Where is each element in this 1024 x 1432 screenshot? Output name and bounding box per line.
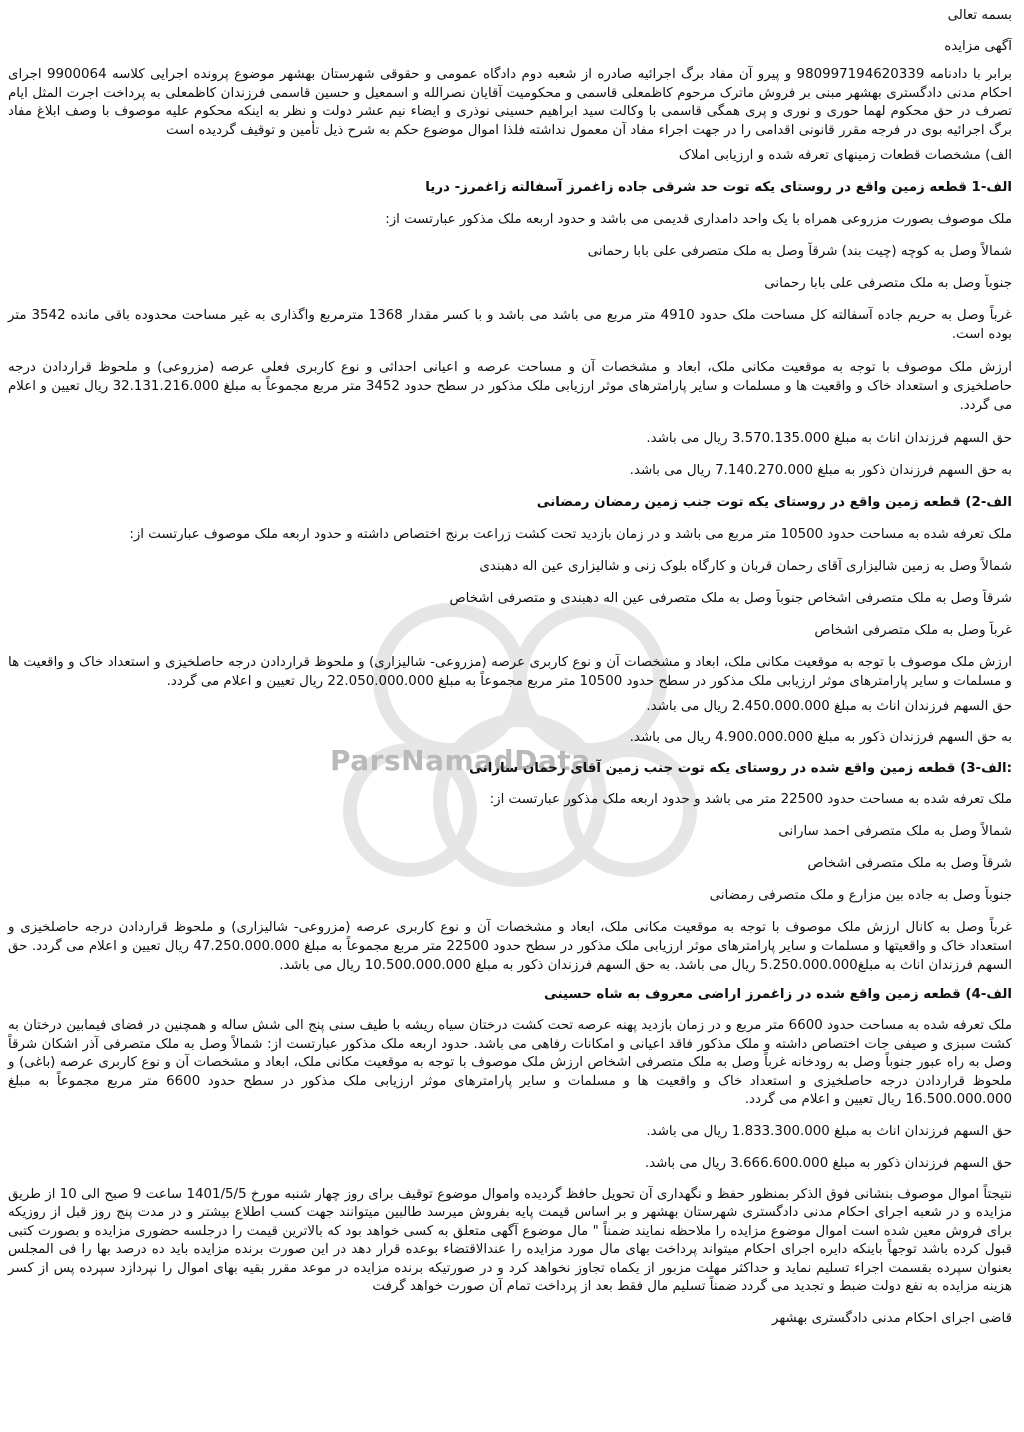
item1-share-male: به حق السهم فرزندان ذکور به مبلغ 7.140.270.000 ریال می باشد.	[629, 463, 1012, 478]
item1-north-east: شمالاً وصل به کوچه (چیت بند) شرقاً وصل به ملک متصرفی علی بابا رحمانی	[587, 244, 1012, 259]
item3-south: جنوباً وصل به جاده بین مزارع و ملک متصرفی رمضانی	[709, 888, 1012, 903]
item4-description: ملک تعرفه شده به مساحت حدود 6600 متر مربع و در زمان بازدید پهنه عرصه تحت کشت درختان سیاه ریشه با طیف سنی پنج الی شش ساله و همچنین در فضای فیمابین درختان به کشت سبزی و صیفی جات اختصاص داشته و ملک مذکور فاقد اعیانی و امکانات رفاهی می باشد. حدود اربعه ملک مذکور عبارتست از: شمالاً وصل به ملک متصرفی آذر اشکان شرقاً وصل به راه عبور جنوباً وصل به رودخانه غرباً وصل به ملک متصرفی اشخاص ارزش ملک موصوف با توجه به موقعیت مکانی ملک، ابعاد و مشخصات آن و نوع کاربری عرصه (باغی) و ملحوظ قراردادن درجه حاصلخیزی و استعداد خاک و واقعیت ها و مسلمات و سایر پارامترهای موثر ارزیابی ملک مذکور در سطح حدود 6600 متر مربع مجموعاً به مبلغ 16.500.000.000 ریال تعیین و اعلام می گردد.	[8, 1018, 1012, 1107]
item4-share-male: حق السهم فرزندان ذکور به مبلغ 3.666.600.000 ریال می باشد.	[644, 1155, 1012, 1171]
item1-share-female: حق السهم فرزندان اناث به مبلغ 3.570.135.000 ریال می باشد.	[646, 431, 1012, 446]
item3-description: ملک تعرفه شده به مساحت حدود 22500 متر می باشد و حدود اربعه ملک مذکور عبارتست از:	[489, 792, 1012, 807]
item4-share-female: حق السهم فرزندان اناث به مبلغ 1.833.300.000 ریال می باشد.	[646, 1123, 1012, 1139]
item2-heading: الف-2) قطعه زمین واقع در روستای یکه توت جنب زمین رمضان رمضانی	[536, 495, 1012, 510]
bismillah: بسمه تعالی	[947, 8, 1012, 23]
item2-share-male: به حق السهم فرزندان ذکور به مبلغ 4.900.000.000 ریال می باشد.	[629, 730, 1012, 745]
item2-west: غرباً وصل به ملک متصرفی اشخاص	[814, 623, 1012, 638]
item1-south: جنوباً وصل به ملک متصرفی علی بابا رحمانی	[764, 276, 1012, 291]
item3-heading: :الف-3) قطعه زمین واقع شده در روستای یکه توت جنب زمین آقای رحمان سارانی	[469, 761, 1012, 776]
item2-description: ملک تعرفه شده به مساحت حدود 10500 متر مربع می باشد و در زمان بازدید تحت کشت زراعت برنج اختصاص داشته و حدود اربعه ملک موصوف عبارتست از:	[129, 527, 1012, 542]
item3-valuation: غرباً وصل به کانال ارزش ملک موصوف با توجه به موقعیت مکانی ملک، ابعاد و مشخصات آن و نوع کاربری عرصه (مزروعی- شالیزاری) و ملحوظ قراردادن درجه حاصلخیزی و استعداد خاک و واقعیتها و مسلمات و سایر پارامترهای موثر ارزیابی ملک مذکور در سطح حدود 22500 متر مربع مجموعاً به مبلغ 47.250.000.000 ریال تعیین و اعلام می گردد. حق السهم فرزندان اناث به مبلغ5.250.000.000 ریال می باشد. به حق السهم فرزندان ذکور به مبلغ 10.500.000.000 ریال می باشد.	[8, 920, 1012, 973]
item2-east-south: شرقاً وصل به ملک متصرفی اشخاص جنوباً وصل به ملک متصرفی عین اله دهبندی و متصرفی اشخاص	[449, 591, 1012, 606]
item1-heading: الف-1 قطعه زمین واقع در روستای یکه توت حد شرقی جاده زاغمرز آسفالته زاغمرز- دریا	[425, 180, 1012, 195]
item2-share-female: حق السهم فرزندان اناث به مبلغ 2.450.000.000 ریال می باشد.	[646, 699, 1012, 714]
intro-paragraph: برابر با دادنامه 980997194620339 و پیرو آن مفاد برگ اجرائیه صادره از شعبه دوم دادگاه عمومی و حقوقی شهرستان بهشهر موضوع پرونده اجرایی کلاسه 9900064 اجرای احکام مدنی دادگستری بهشهر مبنی بر فروش ماترک مرحوم کاظمعلی قاسمی و محکومیت آقایان نصرالله و اسمعیل و حسین قاسمی فرزندان کاظمعلی به پرداخت اجرت المثل ایام تصرف در حق محکوم لهما حوری و نوری و پری همگی قاسمی با وکالت سید ابراهیم حسینی نوذری و ایضاء نیم عشر دولت و نظر به اینکه محکوم علیه موصوف با وصف ابلاغ مفاد برگ اجرائیه بوی در فرجه مقرر قانونی اقدامی را در جهت اجراء مفاد آن معمول نداشته فلذا اموال موضوع حکم به شرح ذیل تأمین و توقیف گردیده است	[8, 67, 1012, 138]
conclusion-paragraph: نتیجتاً اموال موصوف بنشانی فوق الذکر بمنظور حفظ و نگهداری آن تحویل حافظ گردیده واموال موضوع توقیف برای روز چهار شنبه مورخ 1401/5/5 ساعت 9 صبح الی 10 از طریق مزایده و در شعبه اجرای احکام مدنی دادگستری شهرستان بهشهر و بر اساس قیمت پایه بفروش میرسد طالبین میتوانند جهت کسب اطلاع بیشتر و در مدت پنج روز قبل از روزیکه برای فروش معین شده است اموال موضوع مزایده را ملاحظه نمایند ضمناً " مال موضوع آگهی متعلق به کسی خواهد بود که بالاترین قیمت را درجلسه حضوری مزایده و بصورت کتبی قبول کرده باشد توجهاً باینکه دایره اجرای احکام میتواند پرداخت بهای مال مورد مزایده را عندالاقتضاء بوعده قرار دهد در این صورت برنده مزایده باید ده درصد بها را فی المجلس بعنوان سپرده بقسمت اجراء تسلیم نماید و حداکثر مهلت مزبور از یکماه تجاوز نخواهد کرد و در صورتیکه برنده مزایده در موعد مقرر بقیه بهای اموال را نپردازد سپرده پس از کسر هزینه مزایده به نفع دولت ضبط و تجدید می گردد ضمناً تسلیم مال فقط بعد از پرداخت تمام آن صورت خواهد گرفت	[8, 1186, 1013, 1294]
auction-notice	[8, 6, 1012, 1341]
item1-west: غرباً وصل به حریم جاده آسفالته کل مساحت ملک حدود 4910 متر مربع می باشد می باشد و با کسر مقدار 1368 مترمربع واگذاری به غیر مساحت محدوده باقی مانده 3542 متر بوده است.	[8, 308, 1013, 342]
section-a-title: الف) مشخصات قطعات زمینهای تعرفه شده و ارزیابی املاک	[678, 148, 1012, 163]
item1-valuation: ارزش ملک موصوف با توجه به موقعیت مکانی ملک، ابعاد و مشخصات آن و مساحت عرصه و اعیانی احداثی و نوع کاربری فعلی عرصه (مزروعی) و ملحوظ قراردادن درجه حاصلخیزی و استعداد خاک و واقعیت ها و مسلمات و سایر پارامترهای موثر ارزیابی ملک مذکور در سطح حدود 3452 متر مربع مجموعاً به مبلغ 32.131.216.000 ریال تعیین و اعلام می گردد.	[8, 360, 1013, 413]
item3-north: شمالاً وصل به ملک متصرفی احمد سارانی	[778, 824, 1012, 839]
signature: قاضی اجرای احکام مدنی دادگستری بهشهر	[771, 1310, 1012, 1326]
item2-north: شمالاً وصل به زمین شالیزاری آقای رحمان قربان و کارگاه بلوک زنی و شالیزاری عین اله دهبندی	[479, 559, 1012, 574]
watermark-brand: ParsNamadData	[330, 744, 591, 777]
notice-title: آگهی مزایده	[944, 39, 1012, 54]
item4-heading: الف-4) قطعه زمین واقع شده در زاغمرز اراضی معروف به شاه حسینی	[544, 987, 1012, 1002]
item2-valuation: ارزش ملک موصوف با توجه به موقعیت مکانی ملک، ابعاد و مشخصات آن و نوع کاربری عرصه (مزروعی- شالیزاری) و ملحوظ قراردادن درجه حاصلخیزی و استعداد خاک و واقعیت ها و مسلمات و سایر پارامترهای موثر ارزیابی ملک مذکور در سطح حدود 10500 متر مربع مجموعاً به مبلغ 22.050.000.000 ریال تعیین و اعلام می گردد.	[8, 655, 1012, 689]
item1-description: ملک موصوف بصورت مزروعی همراه با یک واحد دامداری قدیمی می باشد و حدود اربعه ملک مذکور عبارتست از:	[385, 212, 1012, 227]
item3-east: شرقاً وصل به ملک متصرفی اشخاص	[807, 856, 1012, 871]
